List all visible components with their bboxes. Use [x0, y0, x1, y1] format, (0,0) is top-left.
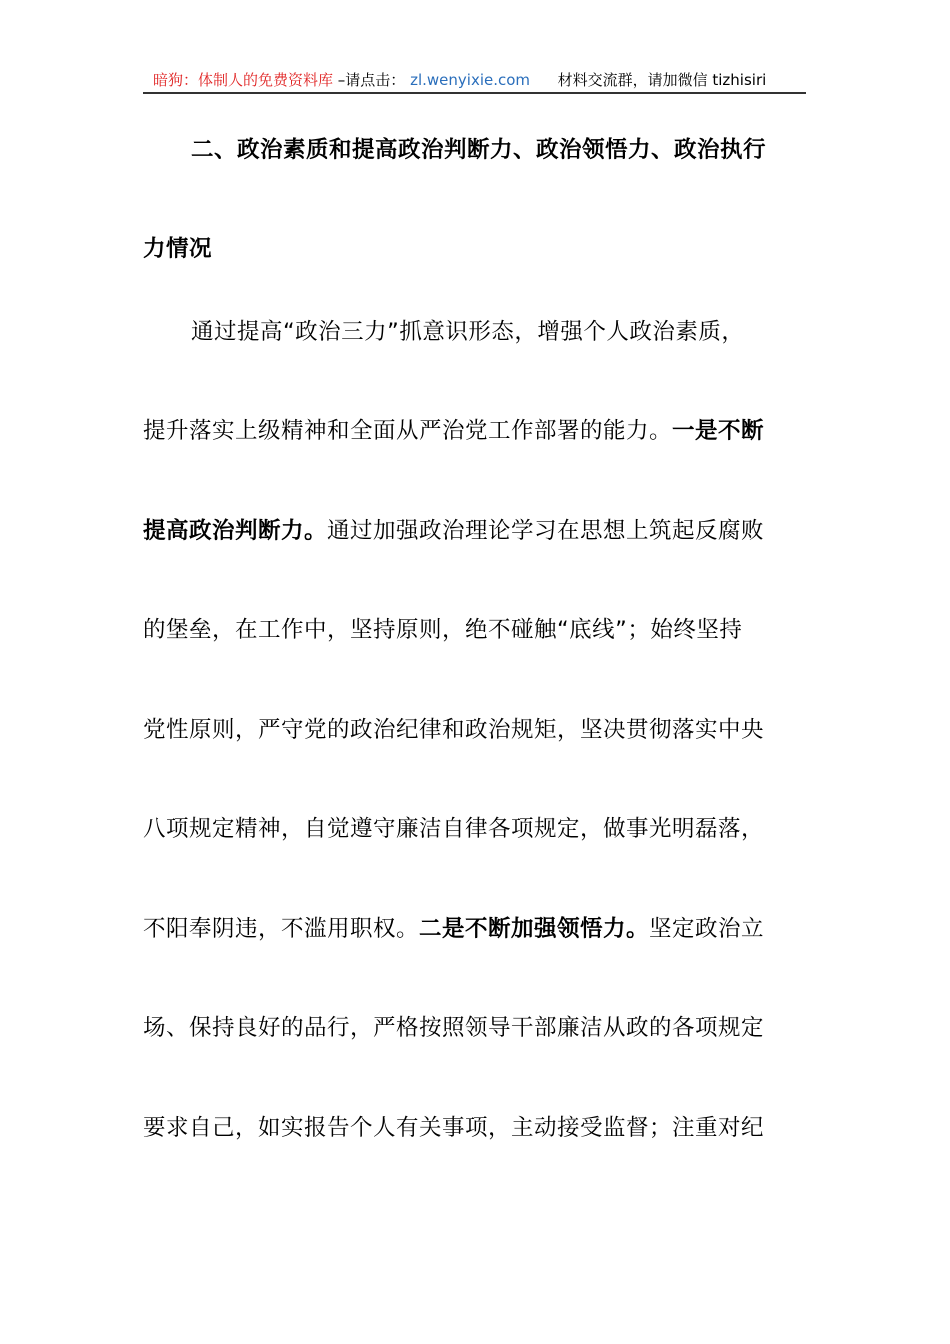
- site-link[interactable]: zl.wenyixie.com: [410, 71, 531, 89]
- page-header: [143, 68, 806, 94]
- text: 八项规定精神，自觉遵守廉洁自律各项规定，做事光明磊落，: [143, 816, 765, 842]
- text: 的堡垒，在工作中，坚持原则，绝不碰触“底线”；始终坚持: [143, 617, 743, 643]
- text: 通过提高“政治三力”抓意识形态，增强个人政治素质，: [191, 319, 745, 345]
- paragraph-line: [143, 714, 793, 746]
- section-title-line-1: 二、政治素质和提高政治判断力、政治领悟力、政治执行: [191, 137, 767, 163]
- bold-text: 一是不断: [672, 418, 765, 444]
- paragraph-line: [143, 1112, 793, 1144]
- section-title-line-2: 力情况: [143, 236, 213, 262]
- bold-text: 提高政治判断力。: [143, 518, 328, 544]
- click-text: –请点击：: [337, 71, 406, 89]
- paragraph-line: [143, 913, 793, 945]
- paragraph-line: [143, 614, 793, 646]
- text: 通过加强政治理论学习在思想上筑起反腐败: [327, 518, 765, 544]
- paragraph-line: [143, 1012, 793, 1044]
- paragraph-line: [191, 316, 841, 348]
- paragraph-line: [143, 813, 793, 845]
- site-name: 暗狗：体制人的免费资料库: [153, 71, 334, 89]
- paragraph-line: [143, 515, 793, 547]
- group-text: 材料交流群，请加微信 tizhisiri: [557, 71, 767, 89]
- text: 场、保持良好的品行，严格按照领导干部廉洁从政的各项规定: [143, 1015, 765, 1041]
- text: 不阳奉阴违，不滥用职权。: [143, 916, 420, 942]
- text: 坚定政治立: [649, 916, 765, 942]
- text: 要求自己，如实报告个人有关事项，主动接受监督；注重对纪: [143, 1115, 765, 1141]
- bold-text: 二是不断加强领悟力。: [419, 916, 650, 942]
- text: 党性原则，严守党的政治纪律和政治规矩，坚决贯彻落实中央: [143, 717, 765, 743]
- paragraph-line: [143, 415, 793, 447]
- text: 提升落实上级精神和全面从严治党工作部署的能力。: [143, 418, 673, 444]
